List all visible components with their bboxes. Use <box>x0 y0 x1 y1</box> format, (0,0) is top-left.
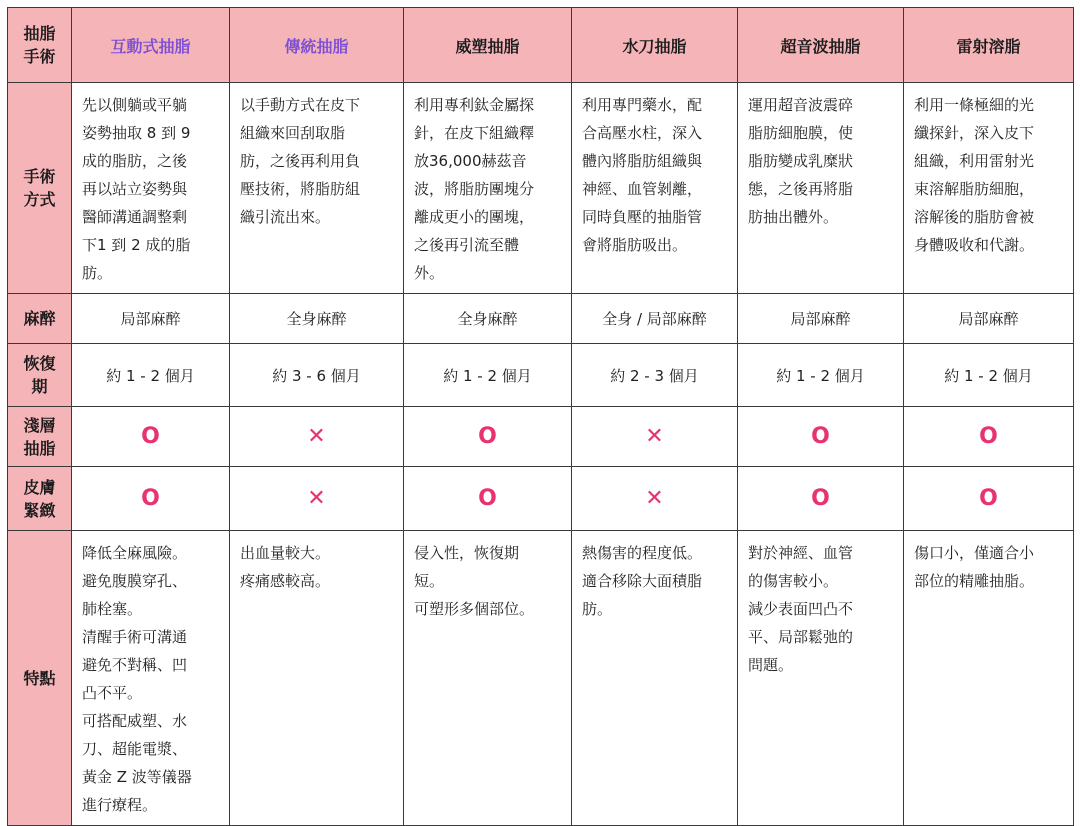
anesthesia-cell: 局部麻醉 <box>72 294 230 344</box>
row-header-method: 手術 方式 <box>8 83 72 294</box>
check-circle-icon: O <box>904 407 1074 467</box>
features-cell: 對於神經、血管 的傷害較小。 減少表面凹凸不 平、局部鬆弛的 問題。 <box>738 531 904 826</box>
cross-icon: ✕ <box>230 407 404 467</box>
column-header-ultrasonic-lipo: 超音波抽脂 <box>738 8 904 83</box>
header-row <box>8 8 1074 83</box>
row-method <box>8 83 1074 294</box>
method-cell: 利用一條極細的光 纖探針，深入皮下 組織，利用雷射光 束溶解脂肪細胞， 溶解後的脂肪會被 身體吸收和代謝。 <box>904 83 1074 294</box>
recovery-cell: 約 1 - 2 個月 <box>738 344 904 407</box>
recovery-cell: 約 3 - 6 個月 <box>230 344 404 407</box>
features-cell: 傷口小，僅適合小 部位的精雕抽脂。 <box>904 531 1074 826</box>
check-circle-icon: O <box>404 407 572 467</box>
column-header-vaser-lipo: 威塑抽脂 <box>404 8 572 83</box>
features-cell: 熱傷害的程度低。 適合移除大面積脂 肪。 <box>572 531 738 826</box>
check-circle-icon: O <box>72 467 230 531</box>
row-header-anesthesia: 麻醉 <box>8 294 72 344</box>
column-header-interactive-lipo: 互動式抽脂 <box>72 8 230 83</box>
row-features <box>8 531 1074 826</box>
row-header-skin-tightening: 皮膚 緊緻 <box>8 467 72 531</box>
anesthesia-cell: 局部麻醉 <box>904 294 1074 344</box>
method-cell: 利用專門藥水，配 合高壓水柱，深入 體內將脂肪組織與 神經、血管剝離， 同時負壓的抽脂管 會將脂肪吸出。 <box>572 83 738 294</box>
row-header-recovery: 恢復 期 <box>8 344 72 407</box>
method-cell: 先以側躺或平躺 姿勢抽取 8 到 9 成的脂肪，之後 再以站立姿勢與 醫師溝通調整剩 下1 到 2 成的脂 肪。 <box>72 83 230 294</box>
row-header-shallow-lipo: 淺層 抽脂 <box>8 407 72 467</box>
anesthesia-cell: 全身麻醉 <box>230 294 404 344</box>
recovery-cell: 約 1 - 2 個月 <box>404 344 572 407</box>
recovery-cell: 約 1 - 2 個月 <box>72 344 230 407</box>
row-shallow-lipo <box>8 407 1074 467</box>
check-circle-icon: O <box>904 467 1074 531</box>
check-circle-icon: O <box>72 407 230 467</box>
anesthesia-cell: 全身 / 局部麻醉 <box>572 294 738 344</box>
check-circle-icon: O <box>738 407 904 467</box>
column-header-traditional-lipo: 傳統抽脂 <box>230 8 404 83</box>
method-cell: 以手動方式在皮下 組織來回刮取脂 肪，之後再利用負 壓技術，將脂肪組 織引流出來。 <box>230 83 404 294</box>
row-recovery <box>8 344 1074 407</box>
liposuction-comparison-table <box>7 7 1074 826</box>
corner-header: 抽脂 手術 <box>8 8 72 83</box>
features-cell: 降低全麻風險。 避免腹膜穿孔、 肺栓塞。 清醒手術可溝通 避免不對稱、凹 凸不平。 可搭配威塑、水 刀、超能電漿、 黃金 Z 波等儀器 進行療程。 <box>72 531 230 826</box>
features-cell: 出血量較大。 疼痛感較高。 <box>230 531 404 826</box>
row-anesthesia <box>8 294 1074 344</box>
row-header-features: 特點 <box>8 531 72 826</box>
column-header-laser-lipolysis: 雷射溶脂 <box>904 8 1074 83</box>
recovery-cell: 約 1 - 2 個月 <box>904 344 1074 407</box>
method-cell: 利用專利鈦金屬探 針，在皮下組織釋 放36,000赫茲音 波，將脂肪團塊分 離成更小的團塊， 之後再引流至體 外。 <box>404 83 572 294</box>
check-circle-icon: O <box>738 467 904 531</box>
check-circle-icon: O <box>404 467 572 531</box>
cross-icon: ✕ <box>230 467 404 531</box>
anesthesia-cell: 全身麻醉 <box>404 294 572 344</box>
anesthesia-cell: 局部麻醉 <box>738 294 904 344</box>
recovery-cell: 約 2 - 3 個月 <box>572 344 738 407</box>
method-cell: 運用超音波震碎 脂肪細胞膜，使 脂肪變成乳糜狀 態，之後再將脂 肪抽出體外。 <box>738 83 904 294</box>
cross-icon: ✕ <box>572 467 738 531</box>
column-header-water-jet-lipo: 水刀抽脂 <box>572 8 738 83</box>
row-skin-tightening <box>8 467 1074 531</box>
features-cell: 侵入性，恢復期 短。 可塑形多個部位。 <box>404 531 572 826</box>
cross-icon: ✕ <box>572 407 738 467</box>
